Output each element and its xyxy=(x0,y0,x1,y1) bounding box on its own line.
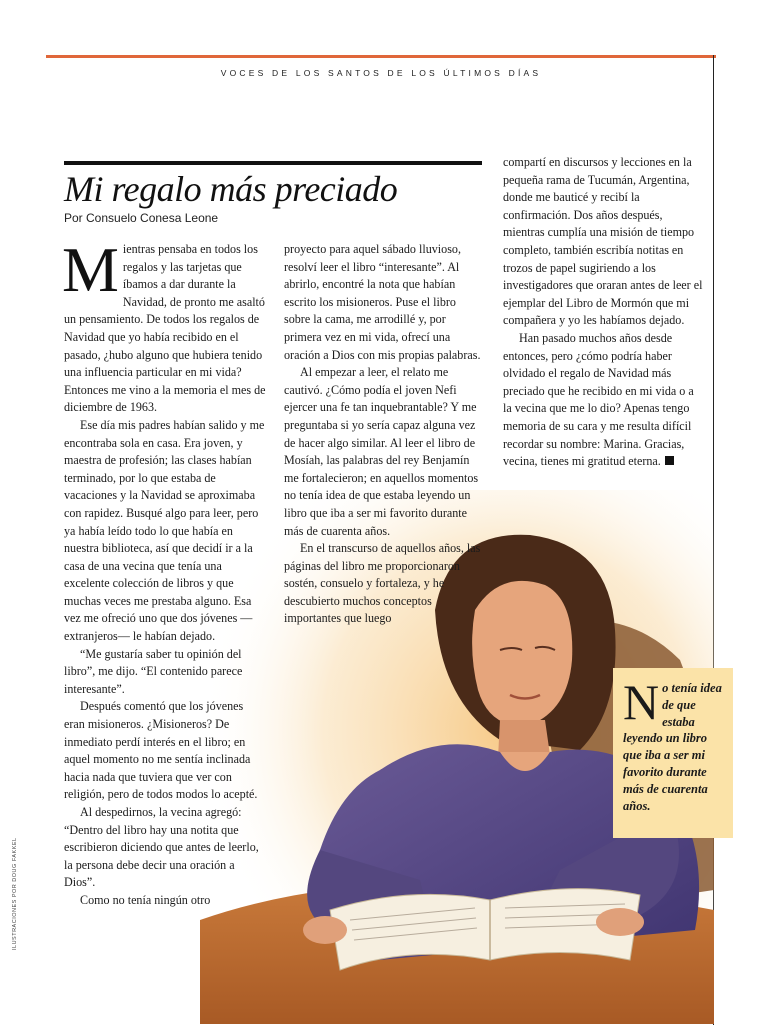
paragraph-4: Después comentó que los jóvenes eran misioneros. ¿Misioneros? De inmediato perdí interés en el libro; en aquel momento no me sentía inclinada hacia nada que tuviera que ver con religión, pero de todos modos lo acepté. xyxy=(64,699,258,802)
paragraph-5: Al despedirnos, la vecina agregó: “Dentro del libro hay una notita que escribieron diciendo que antes de leerlo, la persona debe decir una oración a Dios”. xyxy=(64,805,259,890)
end-mark-icon xyxy=(665,456,674,465)
title-rule xyxy=(64,161,482,165)
paragraph-1: Mientras pensaba en todos los regalos y las tarjetas que íbamos a dar durante la Navidad, de pronto me asaltó un pensamiento. De todos los regalos de Navidad que yo había recibido en el pasado, ¿hubo alguno que hubiera tenido una influencia particular en mi vida? Entonces me vino a la memoria el mes de diciembre de 1963. xyxy=(62,234,266,415)
paragraph-6: Como no tenía ningún otro xyxy=(80,892,211,907)
drop-cap: M xyxy=(62,234,119,305)
paragraph-3: “Me gustaría saber tu opinión del libro”, me dijo. “El contenido parece interesante”. xyxy=(64,646,243,696)
article-column-2 xyxy=(284,241,482,628)
pull-quote-text: o tenía idea de que estaba leyendo un libro que iba a ser mi favorito durante más de cuarenta años. xyxy=(623,681,722,813)
paragraph-7: proyecto para aquel sábado lluvioso, resolví leer el libro “interesante”. Al abrirlo, encontré la nota que habían escrito los misioneros. Puse el libro sobre la cama, me arrodillé y, por primera vez en mi vida, ofrecí una oración a Dios con mis propias palabras. xyxy=(284,242,481,362)
section-label: VOCES DE LOS SANTOS DE LOS ÚLTIMOS DÍAS xyxy=(220,68,542,78)
paragraph-10: compartí en discursos y lecciones en la pequeña rama de Tucumán, Argentina, donde me bauticé y recibí la confirmación. Dos años después, mientras cumplía una misión de tiempo completo, también escribía notitas en trozos de papel sugiriendo a los investigadores que oraran antes de leer el ejemplar del Libro de Mormón que mi compañera y yo les habíamos dejado. xyxy=(503,155,703,328)
article-column-3 xyxy=(503,154,703,471)
article-column-1 xyxy=(62,234,266,910)
byline: Por Consuelo Conesa Leone xyxy=(64,211,219,225)
pull-quote-drop-cap: N xyxy=(623,674,660,730)
paragraph-2: Ese día mis padres habían salido y me encontraba sola en casa. Era joven, y maestra de profesión; las clases habían terminado, por lo que estaba de vacaciones y la Navidad se aproximaba con rapidez. Busqué algo para leer, pero ya había leído todo lo que había en nuestra biblioteca, así que decidí ir a la casa de una vecina que tenía una excelente colección de libros y que muchas veces me prestaba alguno. Esa vez me ofreció uno que dos jóvenes —extranjeros— le habían dejado. xyxy=(64,417,265,644)
article-title: Mi regalo más preciado xyxy=(64,169,398,209)
paragraph-11: Han pasado muchos años desde entonces, pero ¿cómo podría haber olvidado el regalo de Navidad más preciado que he recibido en mi vida o a la vecina que me lo dio? Apenas tengo memoria de su cara y me resulta difícil recordar su nombre: Marina. Gracias, vecina, tienes mi gratitud eterna. xyxy=(503,330,694,469)
illustration-credit: ILUSTRACIONES POR DOUG FAKKEL xyxy=(12,837,18,950)
pull-quote xyxy=(613,668,733,838)
paragraph-8: Al empezar a leer, el relato me cautivó. ¿Cómo podía el joven Nefi ejercer una fe tan inquebrantable? Y me preguntaba si yo sería capaz alguna vez de hacer algo similar. Al leer el libro de Mosíah, las palabras del rey Benjamín me fortalecieron; en aquellos momentos no tenía idea de que estaba leyendo un libro que iba a ser mi favorito durante más de cuarenta años. xyxy=(284,365,479,538)
top-accent-rule xyxy=(46,55,716,58)
paragraph-9: En el transcurso de aquellos años, las páginas del libro me proporcionaron sostén, consuelo y fortaleza, y he descubierto muchos conceptos importantes que luego xyxy=(284,541,481,626)
